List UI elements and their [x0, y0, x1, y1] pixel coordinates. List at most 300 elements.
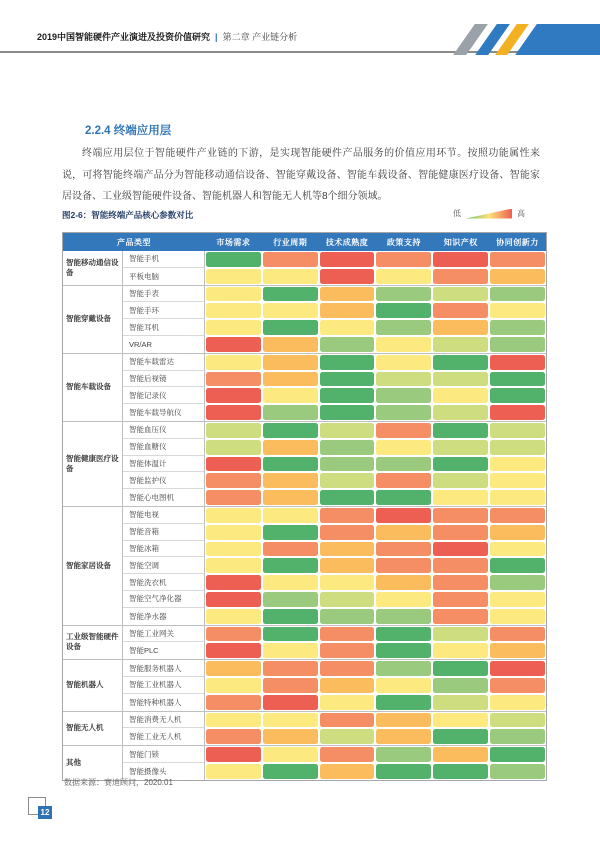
heatmap-cell	[376, 440, 431, 455]
heatmap-cell	[490, 405, 545, 420]
heatmap-cell	[433, 627, 488, 642]
heatmap-cell	[206, 575, 261, 590]
product-name: 智能空气净化器	[123, 591, 205, 608]
heatmap-cell	[206, 661, 261, 676]
heatmap-cell	[320, 252, 375, 267]
category-group	[63, 421, 546, 506]
heatmap-cell	[320, 627, 375, 642]
heatmap-cell	[320, 388, 375, 403]
product-name: 智能工业网关	[123, 626, 205, 643]
heatmap-cell	[433, 542, 488, 557]
heatmap-cell	[433, 320, 488, 335]
heatmap-cell	[490, 661, 545, 676]
product-name: 智能PLC	[123, 642, 205, 659]
heatmap-cell	[320, 643, 375, 658]
category-group	[63, 745, 546, 780]
heatmap-cell	[263, 558, 318, 573]
heatmap-cell	[433, 678, 488, 693]
heatmap-cell	[433, 575, 488, 590]
column-header-1: 市场需求	[216, 237, 251, 247]
column-header-3: 技术成熟度	[325, 237, 369, 247]
document-header	[37, 30, 297, 43]
product-name: 智能体温计	[123, 456, 205, 473]
heatmap-cell	[376, 508, 431, 523]
heatmap-cell	[206, 592, 261, 607]
product-name: 智能血糖仪	[123, 439, 205, 456]
heatmap-cell	[320, 558, 375, 573]
heatmap-cell	[376, 303, 431, 318]
heatmap-cell	[263, 592, 318, 607]
product-name: 智能净水器	[123, 608, 205, 625]
heatmap-cell	[320, 525, 375, 540]
heatmap-cell	[433, 388, 488, 403]
heatmap-cell	[320, 355, 375, 370]
heatmap-cell	[376, 643, 431, 658]
product-name: 智能心电图机	[123, 489, 205, 506]
heatmap-cell	[490, 388, 545, 403]
heatmap-cell	[433, 372, 488, 387]
heatmap-table	[62, 232, 547, 781]
group-rows	[123, 251, 546, 285]
heatmap-cell	[263, 440, 318, 455]
heatmap-cell	[433, 490, 488, 505]
category-group	[63, 625, 546, 660]
heatmap-cell	[490, 558, 545, 573]
heatmap-cell	[263, 661, 318, 676]
heatmap-cell	[376, 627, 431, 642]
table-row	[123, 439, 546, 456]
heatmap-cell	[433, 405, 488, 420]
group-rows	[123, 422, 546, 506]
heatmap-cell	[206, 729, 261, 744]
legend-low-label: 低	[453, 209, 461, 218]
product-name: 智能摄像头	[123, 763, 205, 780]
heatmap-cell	[490, 303, 545, 318]
heatmap-cell	[490, 695, 545, 710]
heatmap-cell	[320, 303, 375, 318]
heatmap-cell	[376, 558, 431, 573]
heatmap-cell	[433, 508, 488, 523]
heatmap-cell	[320, 269, 375, 284]
heatmap-cell	[206, 508, 261, 523]
table-row	[123, 574, 546, 591]
heatmap-cell	[490, 542, 545, 557]
heatmap-cell	[263, 747, 318, 762]
table-row	[123, 763, 546, 780]
heatmap-cell	[433, 473, 488, 488]
heatmap-cell	[376, 764, 431, 779]
table-row	[123, 251, 546, 268]
heatmap-cell	[376, 490, 431, 505]
category-group	[63, 506, 546, 625]
heatmap-cell	[433, 303, 488, 318]
product-name: 智能冰箱	[123, 541, 205, 558]
group-rows	[123, 660, 546, 710]
heatmap-cell	[433, 525, 488, 540]
body-paragraph: 终端应用层位于智能硬件产业链的下游，是实现智能硬件产品服务的价值应用环节。按照功能属性来说，可将智能终端产品分为智能移动通信设备、智能穿戴设备、智能车载设备、智能健康医疗设备、智能家居设备、工业级智能硬件设备、智能机器人和智能无人机等8个细分领域。	[62, 148, 540, 202]
column-header-6: 协同创新力	[496, 237, 539, 247]
heatmap-cell	[263, 490, 318, 505]
heatmap-cell	[263, 542, 318, 557]
heatmap-cell	[263, 372, 318, 387]
heatmap-cell	[490, 627, 545, 642]
heatmap-cell	[490, 269, 545, 284]
heatmap-cell	[263, 525, 318, 540]
table-row	[123, 507, 546, 524]
table-row	[123, 626, 546, 643]
heatmap-cell	[433, 729, 488, 744]
heatmap-cell	[490, 525, 545, 540]
heatmap-cell	[206, 678, 261, 693]
page-number: 12	[38, 806, 52, 819]
heatmap-cell	[376, 405, 431, 420]
heatmap-cell	[263, 473, 318, 488]
heatmap-cell	[376, 320, 431, 335]
heatmap-cell	[433, 747, 488, 762]
heatmap-cell	[433, 713, 488, 728]
table-row	[123, 336, 546, 353]
heatmap-cell	[263, 457, 318, 472]
heatmap-cell	[490, 287, 545, 302]
heatmap-cell	[263, 252, 318, 267]
table-row	[123, 456, 546, 473]
product-name: 智能手表	[123, 286, 205, 303]
category-label: 智能移动通信设备	[63, 251, 123, 285]
table-row	[123, 387, 546, 404]
heatmap-cell	[320, 661, 375, 676]
product-name: 智能电视	[123, 507, 205, 524]
heatmap-cell	[206, 252, 261, 267]
category-label: 智能机器人	[63, 660, 123, 710]
heatmap-cell	[376, 287, 431, 302]
table-row	[123, 712, 546, 729]
category-label: 工业级智能硬件设备	[63, 626, 123, 660]
heatmap-cell	[490, 643, 545, 658]
heatmap-cell	[433, 337, 488, 352]
heatmap-cell	[320, 713, 375, 728]
figure-caption: 图2-6：智能终端产品核心参数对比	[62, 210, 194, 220]
table-row	[123, 677, 546, 694]
product-name: 智能消费无人机	[123, 712, 205, 729]
heatmap-cell	[376, 252, 431, 267]
blue-bar-decoration	[515, 24, 600, 55]
table-row	[123, 660, 546, 677]
group-rows	[123, 507, 546, 625]
heatmap-cell	[490, 423, 545, 438]
heatmap-cell	[376, 423, 431, 438]
heatmap-cell	[206, 542, 261, 557]
heatmap-cell	[320, 695, 375, 710]
product-name: 智能手机	[123, 251, 205, 268]
heatmap-cell	[433, 661, 488, 676]
heatmap-cell	[490, 764, 545, 779]
heatmap-cell	[206, 388, 261, 403]
heatmap-cell	[490, 457, 545, 472]
category-label: 智能家居设备	[63, 507, 123, 625]
heatmap-cell	[490, 609, 545, 624]
group-rows	[123, 354, 546, 421]
product-name: 智能音箱	[123, 524, 205, 541]
product-name: 智能工业无人机	[123, 728, 205, 745]
product-name: 智能记录仪	[123, 387, 205, 404]
heatmap-cell	[206, 320, 261, 335]
heatmap-cell	[490, 252, 545, 267]
table-row	[123, 472, 546, 489]
heatmap-cell	[320, 575, 375, 590]
heatmap-cell	[206, 525, 261, 540]
heatmap-cell	[433, 269, 488, 284]
heatmap-cell	[490, 713, 545, 728]
table-row	[123, 286, 546, 303]
heatmap-cell	[206, 337, 261, 352]
column-header-4: 政策支持	[386, 237, 421, 247]
table-row	[123, 268, 546, 285]
heatmap-cell	[376, 592, 431, 607]
heatmap-cell	[376, 337, 431, 352]
product-name: 智能服务机器人	[123, 660, 205, 677]
product-name: 智能监护仪	[123, 472, 205, 489]
heatmap-cell	[433, 643, 488, 658]
heatmap-cell	[263, 678, 318, 693]
heatmap-cell	[376, 355, 431, 370]
category-group	[63, 353, 546, 421]
heatmap-cell	[490, 490, 545, 505]
heatmap-cell	[320, 764, 375, 779]
heatmap-cell	[320, 320, 375, 335]
header-decoration	[452, 24, 600, 55]
heatmap-cell	[263, 508, 318, 523]
heatmap-cell	[490, 320, 545, 335]
product-name: 智能车载导航仪	[123, 404, 205, 421]
table-header-row	[63, 233, 546, 251]
product-name: 智能耳机	[123, 319, 205, 336]
heatmap-cell	[263, 320, 318, 335]
heatmap-cell	[206, 287, 261, 302]
table-row	[123, 728, 546, 745]
category-group	[63, 659, 546, 710]
category-label: 智能健康医疗设备	[63, 422, 123, 506]
heatmap-cell	[320, 609, 375, 624]
table-row	[123, 694, 546, 711]
group-rows	[123, 746, 546, 780]
table-row	[123, 524, 546, 541]
heatmap-cell	[433, 287, 488, 302]
heatmap-cell	[320, 473, 375, 488]
heatmap-cell	[490, 747, 545, 762]
product-name: 智能工业机器人	[123, 677, 205, 694]
heatmap-cell	[263, 695, 318, 710]
heatmap-cell	[206, 457, 261, 472]
heatmap-cell	[320, 423, 375, 438]
heatmap-cell	[320, 729, 375, 744]
heatmap-cell	[433, 764, 488, 779]
heatmap-cell	[206, 764, 261, 779]
category-label: 智能车载设备	[63, 354, 123, 421]
heatmap-cell	[433, 609, 488, 624]
heatmap-cell	[206, 405, 261, 420]
category-group	[63, 251, 546, 285]
heatmap-cell	[206, 609, 261, 624]
heatmap-cell	[206, 695, 261, 710]
product-name: 智能空调	[123, 557, 205, 574]
heatmap-cell	[376, 575, 431, 590]
heatmap-cell	[490, 678, 545, 693]
product-name: 智能门锁	[123, 746, 205, 763]
heatmap-cell	[263, 388, 318, 403]
heatmap-cell	[490, 592, 545, 607]
heatmap-cell	[263, 627, 318, 642]
heatmap-cell	[433, 558, 488, 573]
heatmap-cell	[490, 575, 545, 590]
heatmap-cell	[433, 440, 488, 455]
group-rows	[123, 286, 546, 353]
table-row	[123, 302, 546, 319]
section-heading: 2.2.4 终端应用层	[85, 125, 172, 137]
heatmap-cell	[263, 423, 318, 438]
table-body	[63, 251, 546, 780]
legend-high-label: 高	[517, 209, 525, 218]
heatmap-cell	[376, 661, 431, 676]
heatmap-cell	[376, 729, 431, 744]
heatmap-cell	[490, 729, 545, 744]
heatmap-cell	[263, 269, 318, 284]
heatmap-cell	[263, 575, 318, 590]
heatmap-cell	[376, 525, 431, 540]
table-row	[123, 591, 546, 608]
heatmap-cell	[320, 405, 375, 420]
heatmap-cell	[490, 473, 545, 488]
data-source-note: 数据来源：赛迪顾问，2020.01	[64, 778, 173, 787]
table-row	[123, 489, 546, 506]
product-name: 平板电脑	[123, 268, 205, 285]
heatmap-cell	[490, 372, 545, 387]
heatmap-cell	[490, 355, 545, 370]
header-separator: |	[215, 32, 218, 42]
heatmap-cell	[206, 643, 261, 658]
heatmap-cell	[263, 405, 318, 420]
table-row	[123, 642, 546, 659]
heatmap-cell	[206, 303, 261, 318]
heatmap-cell	[376, 388, 431, 403]
table-row	[123, 319, 546, 336]
heatmap-cell	[433, 355, 488, 370]
heatmap-cell	[263, 729, 318, 744]
heatmap-cell	[263, 337, 318, 352]
heatmap-cell	[206, 269, 261, 284]
heatmap-cell	[376, 695, 431, 710]
heatmap-cell	[433, 423, 488, 438]
table-row	[123, 541, 546, 558]
heatmap-cell	[320, 337, 375, 352]
heatmap-cell	[433, 252, 488, 267]
table-row	[123, 371, 546, 388]
heatmap-cell	[206, 355, 261, 370]
product-name: VR/AR	[123, 336, 205, 353]
heatmap-cell	[433, 457, 488, 472]
heatmap-cell	[376, 457, 431, 472]
column-header-product-type: 产品类型	[117, 237, 151, 247]
heatmap-cell	[376, 747, 431, 762]
category-group	[63, 285, 546, 353]
heatmap-cell	[320, 440, 375, 455]
product-name: 智能车载雷达	[123, 354, 205, 371]
product-name: 智能血压仪	[123, 422, 205, 439]
group-rows	[123, 626, 546, 660]
heatmap-cell	[206, 627, 261, 642]
product-name: 智能手环	[123, 302, 205, 319]
table-row	[123, 608, 546, 625]
heatmap-legend	[453, 208, 525, 219]
heatmap-cell	[320, 592, 375, 607]
category-group	[63, 711, 546, 746]
heatmap-cell	[376, 542, 431, 557]
column-header-2: 行业周期	[273, 237, 308, 247]
heatmap-cell	[320, 678, 375, 693]
product-name: 智能洗衣机	[123, 574, 205, 591]
heatmap-cell	[206, 713, 261, 728]
heatmap-cell	[320, 372, 375, 387]
heatmap-cell	[490, 440, 545, 455]
heatmap-cell	[320, 542, 375, 557]
heatmap-cell	[206, 747, 261, 762]
heatmap-cell	[206, 490, 261, 505]
legend-gradient	[466, 209, 512, 219]
chapter-title: 第二章 产业链分析	[222, 32, 298, 42]
heatmap-cell	[206, 423, 261, 438]
heatmap-cell	[376, 473, 431, 488]
heatmap-cell	[433, 695, 488, 710]
heatmap-cell	[320, 490, 375, 505]
product-name: 智能后视镜	[123, 371, 205, 388]
heatmap-cell	[376, 678, 431, 693]
heatmap-cell	[206, 473, 261, 488]
heatmap-cell	[263, 713, 318, 728]
table-row	[123, 557, 546, 574]
heatmap-cell	[433, 592, 488, 607]
heatmap-cell	[376, 713, 431, 728]
heatmap-cell	[320, 457, 375, 472]
heatmap-cell	[206, 372, 261, 387]
heatmap-cell	[263, 287, 318, 302]
report-title: 2019中国智能硬件产业演进及投资价值研究	[37, 32, 211, 42]
heatmap-cell	[376, 269, 431, 284]
heatmap-cell	[263, 355, 318, 370]
heatmap-cell	[490, 508, 545, 523]
heatmap-cell	[263, 764, 318, 779]
heatmap-cell	[206, 558, 261, 573]
table-row	[123, 354, 546, 371]
heatmap-cell	[320, 747, 375, 762]
heatmap-cell	[320, 287, 375, 302]
heatmap-cell	[376, 609, 431, 624]
category-label: 智能无人机	[63, 712, 123, 746]
product-name: 智能特种机器人	[123, 694, 205, 711]
table-row	[123, 746, 546, 763]
heatmap-cell	[490, 337, 545, 352]
group-rows	[123, 712, 546, 746]
table-row	[123, 422, 546, 439]
column-header-5: 知识产权	[443, 237, 478, 247]
heatmap-cell	[320, 508, 375, 523]
table-row	[123, 404, 546, 421]
heatmap-cell	[206, 440, 261, 455]
heatmap-cell	[263, 609, 318, 624]
category-label: 智能穿戴设备	[63, 286, 123, 353]
heatmap-cell	[263, 303, 318, 318]
category-label: 其他	[63, 746, 123, 780]
heatmap-cell	[376, 372, 431, 387]
heatmap-cell	[263, 643, 318, 658]
